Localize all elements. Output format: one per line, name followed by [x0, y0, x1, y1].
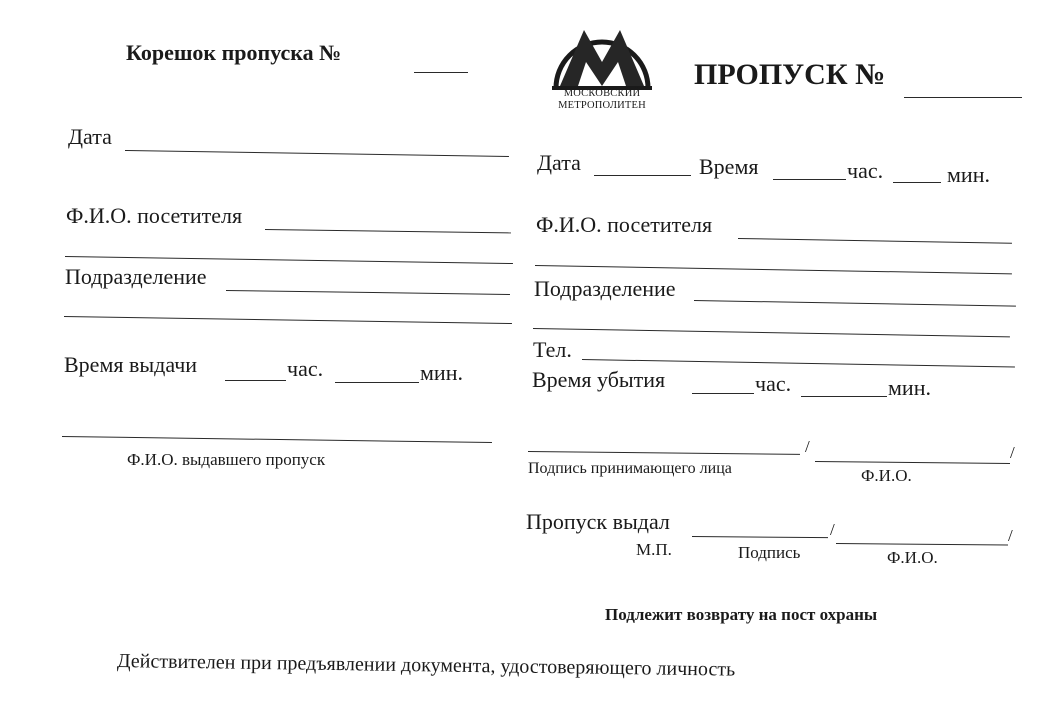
- stub-title: Корешок пропуска №: [126, 40, 342, 65]
- pass-hours-field[interactable]: [773, 179, 846, 180]
- receiver-name-caption: Ф.И.О.: [861, 466, 912, 485]
- pass-departure-minutes-field[interactable]: [801, 396, 887, 397]
- stub-issuer-caption: Ф.И.О. выдавшего пропуск: [127, 450, 326, 469]
- pass-visitor-name-field-line2[interactable]: [535, 265, 1012, 274]
- pass-minutes-label: мин.: [947, 162, 990, 187]
- pass-minutes-field[interactable]: [893, 182, 941, 183]
- pass-visitor-name-field[interactable]: [738, 238, 1012, 244]
- separator-slash: /: [830, 520, 835, 539]
- pass-department-field[interactable]: [694, 300, 1016, 307]
- stub-issue-minutes-field[interactable]: [335, 382, 419, 383]
- receiver-signature-caption: Подпись принимающего лица: [528, 460, 732, 477]
- moscow-metro-logo: [542, 14, 662, 114]
- stamp-caption: М.П.: [636, 540, 672, 559]
- stub-issue-time-label: Время выдачи: [64, 352, 198, 377]
- issued-by-name-field[interactable]: [836, 543, 1008, 546]
- pass-visitor-name-label: Ф.И.О. посетителя: [536, 212, 713, 237]
- receiver-signature-field[interactable]: [528, 451, 800, 455]
- issued-by-label: Пропуск выдал: [526, 509, 670, 534]
- validity-notice: Действителен при предъявлении документа, удостоверяющего личность: [116, 650, 736, 681]
- stub-date-field[interactable]: [125, 150, 509, 157]
- pass-departure-hours-field[interactable]: [692, 393, 754, 394]
- pass-number-field[interactable]: [904, 97, 1022, 98]
- pass-hours-label: час.: [847, 158, 884, 183]
- pass-date-label: Дата: [537, 150, 581, 175]
- issued-by-signature-field[interactable]: [692, 536, 828, 538]
- pass-phone-label: Тел.: [533, 337, 572, 362]
- metro-m-icon: [542, 14, 662, 90]
- stub-visitor-name-field[interactable]: [265, 229, 511, 233]
- pass-title: ПРОПУСК №: [694, 58, 886, 91]
- separator-slash: /: [805, 437, 810, 456]
- separator-slash: /: [1010, 443, 1015, 462]
- stub-department-field-line2[interactable]: [64, 316, 512, 324]
- separator-slash: /: [1008, 526, 1013, 545]
- stub-minutes-label: мин.: [420, 360, 463, 385]
- pass-department-field-line2[interactable]: [533, 328, 1010, 337]
- stub-visitor-name-field-line2[interactable]: [65, 256, 513, 264]
- stub-issuer-signature-field[interactable]: [62, 436, 492, 443]
- receiver-name-field[interactable]: [815, 461, 1010, 464]
- stub-number-field[interactable]: [414, 72, 468, 73]
- pass-departure-time-label: Время убытия: [532, 367, 666, 392]
- signature-caption: Подпись: [738, 543, 801, 562]
- pass-departure-minutes-label: мин.: [888, 375, 931, 400]
- pass-date-field[interactable]: [594, 175, 691, 176]
- stub-issue-hours-field[interactable]: [225, 380, 286, 381]
- stub-department-label: Подразделение: [65, 264, 207, 289]
- logo-line1: МОСКОВСКИЙ: [563, 88, 641, 99]
- stub-date-label: Дата: [68, 124, 112, 149]
- pass-departure-hours-label: час.: [755, 371, 792, 396]
- issuer-name-caption: Ф.И.О.: [887, 548, 938, 567]
- logo-line2: МЕТРОПОЛИТЕН: [558, 100, 646, 111]
- pass-department-label: Подразделение: [534, 276, 676, 301]
- stub-department-field[interactable]: [226, 290, 510, 295]
- pass-time-label: Время: [699, 154, 759, 179]
- stub-visitor-name-label: Ф.И.О. посетителя: [66, 203, 243, 228]
- stub-hours-label: час.: [287, 356, 324, 381]
- return-notice: Подлежит возврату на пост охраны: [605, 605, 878, 624]
